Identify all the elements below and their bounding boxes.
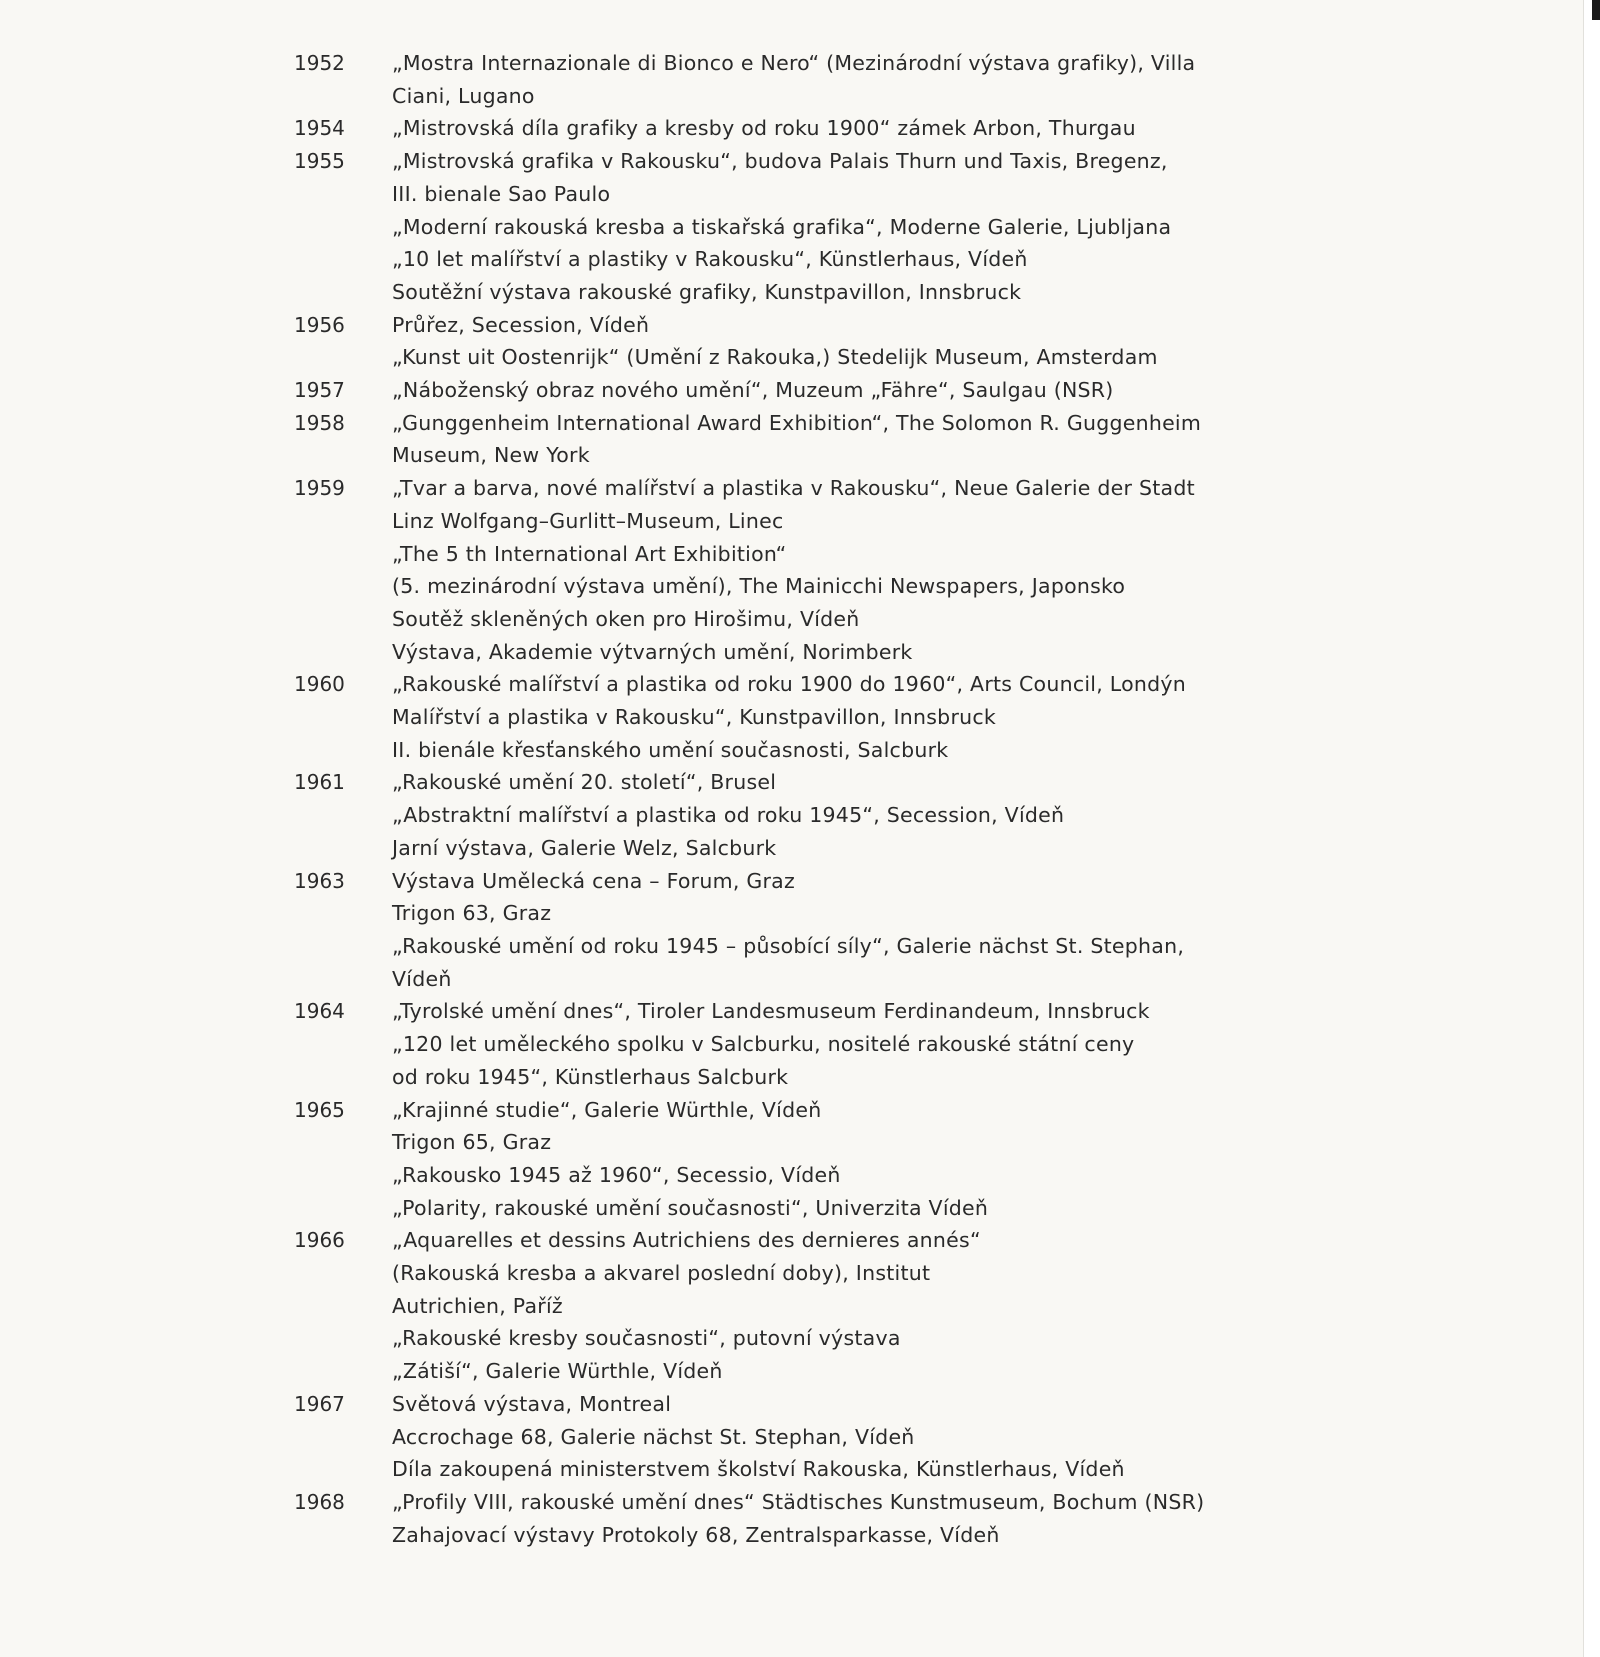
exhibition-line: „Tvar a barva, nové malířství a plastika v Rakousku“, Neue Galerie der Stadt <box>392 476 1195 501</box>
entry-exhibitions <box>392 668 1212 766</box>
exhibition-line: „Rakouské umění 20. století“, Brusel <box>392 770 777 795</box>
exhibition-line: (5. mezinárodní výstava umění), The Mainicchi Newspapers, Japonsko <box>392 574 1126 599</box>
exhibition-line: „Tyrolské umění dnes“, Tiroler Landesmuseum Ferdinandeum, Innsbruck <box>392 999 1150 1024</box>
exhibition-line: Soutěžní výstava rakouské grafiky, Kunstpavillon, Innsbruck <box>392 279 1022 304</box>
exhibition-line: Malířství a plastika v Rakousku“, Kunstpavillon, Innsbruck <box>392 705 997 730</box>
exhibition-line: „Polarity, rakouské umění současnosti“, Univerzita Vídeň <box>392 1195 989 1220</box>
adjacent-page-edge <box>1583 0 1600 1657</box>
exhibition-line: Světová výstava, Montreal <box>392 1391 672 1416</box>
exhibition-line: Museum, New York <box>392 443 590 468</box>
entry-year: 1952 <box>294 51 345 75</box>
exhibition-line: Soutěž skleněných oken pro Hirošimu, Vídeň <box>392 606 860 631</box>
entry-year: 1957 <box>294 378 345 403</box>
exhibition-year-entry <box>0 145 1250 309</box>
exhibition-line: Jarní výstava, Galerie Welz, Salcburk <box>392 835 777 860</box>
exhibition-line: Zahajovací výstavy Protokoly 68, Zentralsparkasse, Vídeň <box>392 1522 1000 1547</box>
exhibition-year-entry <box>0 1388 1250 1486</box>
exhibition-line: „Mistrovská grafika v Rakousku“, budova Palais Thurn und Taxis, Bregenz, <box>392 149 1168 174</box>
exhibition-year-entry <box>0 309 1250 374</box>
entry-exhibitions <box>392 995 1212 1093</box>
entry-exhibitions <box>392 374 1212 407</box>
exhibition-line: Linz Wolfgang–Gurlitt–Museum, Linec <box>392 508 784 533</box>
exhibition-line: Autrichien, Paříž <box>392 1293 563 1318</box>
entry-exhibitions <box>392 766 1212 864</box>
entry-year: 1954 <box>294 116 345 141</box>
exhibition-year-entry <box>0 407 1250 472</box>
exhibition-chronology <box>0 47 1250 1551</box>
entry-exhibitions <box>392 1094 1212 1225</box>
exhibition-line: Díla zakoupená ministerstvem školství Rakouska, Künstlerhaus, Vídeň <box>392 1457 1125 1482</box>
entry-exhibitions <box>392 865 1212 996</box>
exhibition-line: „Mostra Internazionale di Bionco e Nero“ (Mezinárodní výstava grafiky), Villa <box>392 51 1196 75</box>
exhibition-year-entry <box>0 766 1250 864</box>
entry-year: 1955 <box>294 149 345 174</box>
exhibition-line: Trigon 65, Graz <box>392 1130 552 1155</box>
entry-year: 1966 <box>294 1228 345 1253</box>
entry-year: 1967 <box>294 1391 345 1416</box>
exhibition-year-entry <box>0 1486 1250 1551</box>
entry-year: 1960 <box>294 672 345 697</box>
entry-year: 1956 <box>294 312 345 337</box>
exhibition-year-entry <box>0 47 1250 112</box>
entry-exhibitions <box>392 1224 1212 1388</box>
exhibition-line: Výstava, Akademie výtvarných umění, Norimberk <box>392 639 913 664</box>
exhibition-line: „120 let uměleckého spolku v Salcburku, nositelé rakouské státní ceny <box>392 1032 1135 1057</box>
exhibition-line: „Moderní rakouská kresba a tiskařská grafika“, Moderne Galerie, Ljubljana <box>392 214 1172 239</box>
exhibition-line: „Rakouské umění od roku 1945 – působící síly“, Galerie nächst St. Stephan, <box>392 933 1185 958</box>
exhibition-year-entry <box>0 1094 1250 1225</box>
entry-year: 1965 <box>294 1097 345 1122</box>
entry-exhibitions <box>392 309 1212 374</box>
exhibition-line: „Profily VIII, rakouské umění dnes“ Städtisches Kunstmuseum, Bochum (NSR) <box>392 1489 1205 1514</box>
exhibition-line: Accrochage 68, Galerie nächst St. Stephan, Vídeň <box>392 1424 915 1449</box>
entry-exhibitions <box>392 47 1212 112</box>
exhibition-line: „Aquarelles et dessins Autrichiens des dernieres annés“ <box>392 1228 981 1253</box>
entry-exhibitions <box>392 472 1212 668</box>
exhibition-line: „Náboženský obraz nového umění“, Muzeum „Fähre“, Saulgau (NSR) <box>392 378 1114 403</box>
exhibition-year-entry <box>0 472 1250 668</box>
exhibition-year-entry <box>0 1224 1250 1388</box>
exhibition-year-entry <box>0 668 1250 766</box>
exhibition-line: od roku 1945“, Künstlerhaus Salcburk <box>392 1064 789 1089</box>
entry-year: 1963 <box>294 868 345 893</box>
exhibition-line: „Kunst uit Oostenrijk“ (Umění z Rakouka,) Stedelijk Museum, Amsterdam <box>392 345 1158 370</box>
exhibition-line: (Rakouská kresba a akvarel poslední doby), Institut <box>392 1261 931 1286</box>
exhibition-year-entry <box>0 374 1250 407</box>
entry-year: 1961 <box>294 770 345 795</box>
exhibition-line: „Gunggenheim International Award Exhibition“, The Solomon R. Guggenheim <box>392 410 1202 435</box>
exhibition-line: Trigon 63, Graz <box>392 901 552 926</box>
entry-exhibitions <box>392 145 1212 309</box>
entry-year: 1959 <box>294 476 345 501</box>
exhibition-line: II. bienále křesťanského umění současnosti, Salcburk <box>392 737 949 762</box>
exhibition-line: „Rakouské malířství a plastika od roku 1900 do 1960“, Arts Council, Londýn <box>392 672 1187 697</box>
exhibition-line: „10 let malířství a plastiky v Rakousku“, Künstlerhaus, Vídeň <box>392 247 1028 272</box>
entry-exhibitions <box>392 1388 1212 1486</box>
exhibition-line: „The 5 th International Art Exhibition“ <box>392 541 787 566</box>
exhibition-line: Výstava Umělecká cena – Forum, Graz <box>392 868 795 893</box>
exhibition-line: „Mistrovská díla grafiky a kresby od roku 1900“ zámek Arbon, Thurgau <box>392 116 1136 141</box>
exhibition-line: Průřez, Secession, Vídeň <box>392 312 650 337</box>
exhibition-line: Vídeň <box>392 966 452 991</box>
exhibition-year-entry <box>0 112 1250 145</box>
exhibition-line: „Zátiší“, Galerie Würthle, Vídeň <box>392 1359 723 1384</box>
entry-exhibitions <box>392 1486 1212 1551</box>
entry-exhibitions <box>392 407 1212 472</box>
exhibition-year-entry <box>0 995 1250 1093</box>
exhibition-line: „Krajinné studie“, Galerie Würthle, Vídeň <box>392 1097 822 1122</box>
exhibition-year-entry <box>0 865 1250 996</box>
page-edge-mark <box>1592 0 1600 20</box>
exhibition-line: III. bienale Sao Paulo <box>392 181 611 206</box>
exhibition-line: „Rakousko 1945 až 1960“, Secessio, Vídeň <box>392 1162 841 1187</box>
exhibition-line: „Abstraktní malířství a plastika od roku 1945“, Secession, Vídeň <box>392 803 1065 828</box>
entry-year: 1958 <box>294 410 345 435</box>
entry-exhibitions <box>392 112 1212 145</box>
entry-year: 1964 <box>294 999 345 1024</box>
exhibition-line: „Rakouské kresby současnosti“, putovní výstava <box>392 1326 901 1351</box>
exhibition-line: Ciani, Lugano <box>392 83 535 108</box>
entry-year: 1968 <box>294 1489 345 1514</box>
